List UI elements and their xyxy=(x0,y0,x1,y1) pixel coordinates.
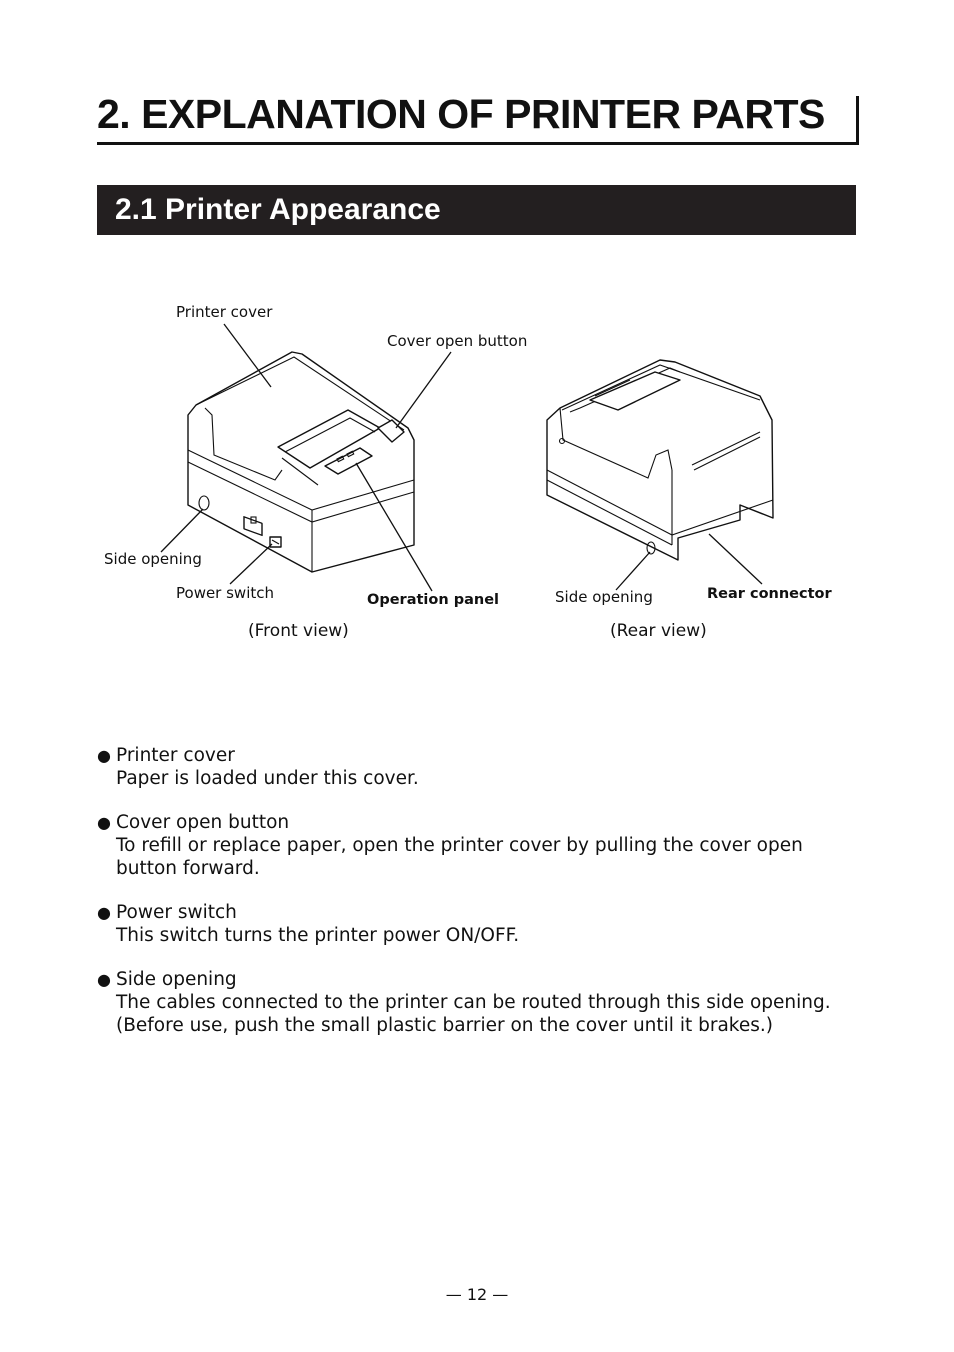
leader-rear-connector xyxy=(709,534,762,584)
label-side-opening-rear: Side opening xyxy=(555,588,653,606)
bullet-icon: ● xyxy=(97,970,111,989)
item-heading: Power switch xyxy=(116,902,237,923)
label-side-opening-front: Side opening xyxy=(104,550,202,568)
printer-appearance-figure xyxy=(0,290,954,650)
page-number: — 12 — xyxy=(445,1285,509,1304)
leader-side-opening-rear xyxy=(616,552,650,590)
item-description: (Before use, push the small plastic barrier on the cover until it brakes.) xyxy=(116,1015,773,1036)
label-operation-panel: Operation panel xyxy=(367,592,500,608)
list-item xyxy=(97,744,867,790)
bullet-icon: ● xyxy=(97,813,111,832)
bullet-icon: ● xyxy=(97,903,111,922)
item-heading: Side opening xyxy=(116,969,237,990)
item-description: The cables connected to the printer can be routed through this side opening. xyxy=(116,992,831,1013)
bullet-icon: ● xyxy=(97,746,111,765)
leader-cover-open-button xyxy=(396,352,451,428)
section-title: 2.1 Printer Appearance xyxy=(115,193,441,226)
item-heading: Printer cover xyxy=(116,745,235,766)
section-title-bar xyxy=(97,185,856,235)
item-description: To refill or replace paper, open the printer cover by pulling the cover open xyxy=(116,835,803,856)
chapter-rule-vertical xyxy=(856,96,859,145)
label-cover-open-button: Cover open button xyxy=(387,332,528,350)
leader-side-opening-front xyxy=(161,509,203,552)
chapter-underline xyxy=(97,142,859,145)
item-description: This switch turns the printer power ON/OFF. xyxy=(116,925,520,946)
rear-view-printer-drawing xyxy=(547,360,773,560)
item-description: button forward. xyxy=(116,858,260,879)
label-rear-connector: Rear connector xyxy=(707,586,832,602)
front-view-printer-drawing xyxy=(188,352,414,572)
list-item xyxy=(97,968,867,1037)
caption-rear-view: (Rear view) xyxy=(610,621,707,641)
chapter-title: 2. EXPLANATION OF PRINTER PARTS xyxy=(97,91,825,137)
list-item xyxy=(97,901,867,947)
label-printer-cover: Printer cover xyxy=(176,303,273,321)
leader-power-switch xyxy=(230,544,272,584)
list-item xyxy=(97,811,867,880)
parts-description-list xyxy=(97,744,867,1058)
item-heading: Cover open button xyxy=(116,812,290,833)
item-description: Paper is loaded under this cover. xyxy=(116,768,419,789)
caption-front-view: (Front view) xyxy=(248,621,349,641)
label-power-switch: Power switch xyxy=(176,584,275,602)
